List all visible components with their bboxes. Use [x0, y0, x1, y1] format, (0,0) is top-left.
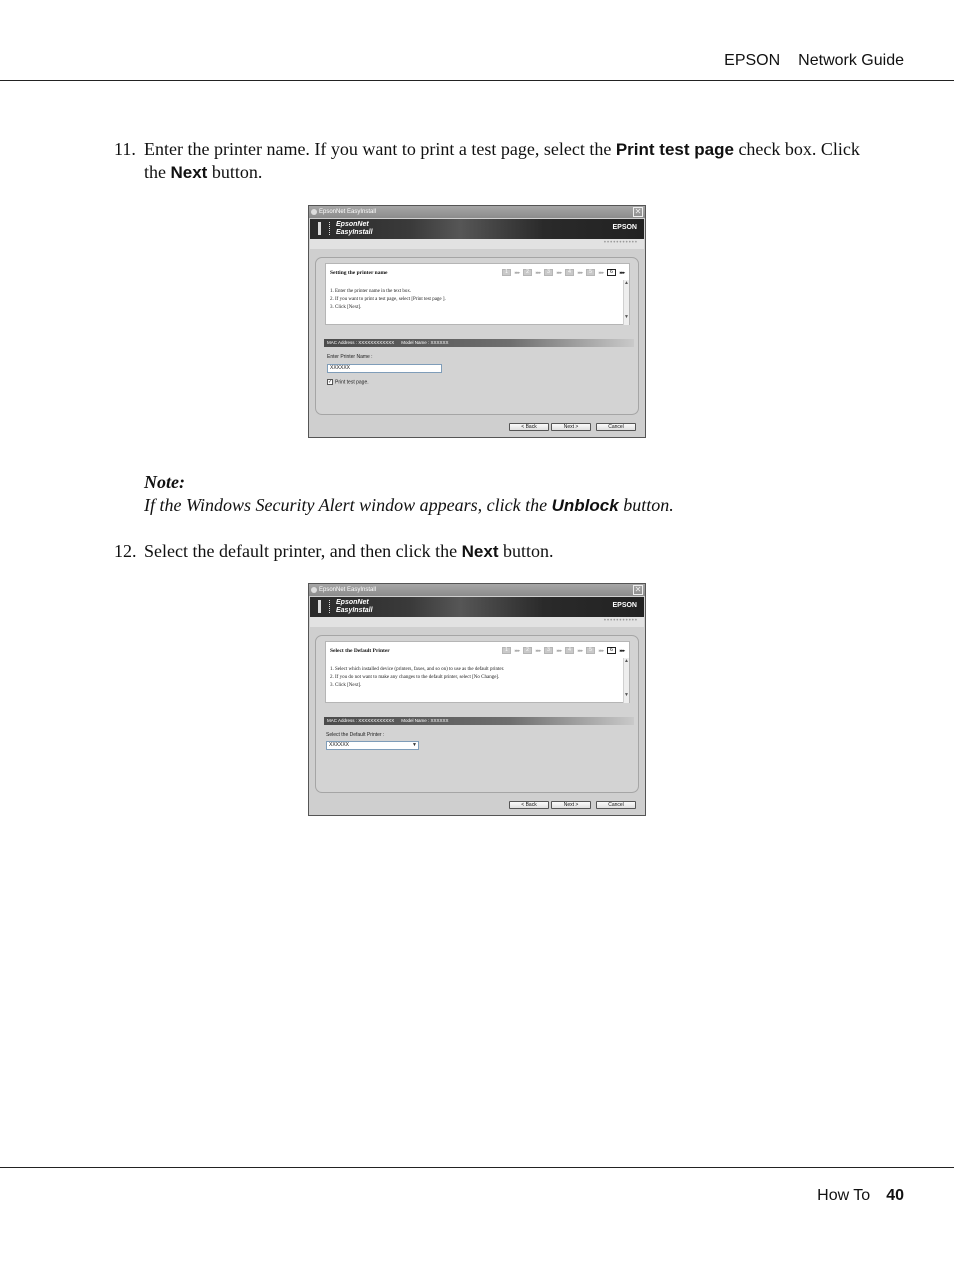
- running-footer: [817, 1187, 904, 1205]
- instruction-box: [325, 263, 630, 325]
- close-icon[interactable]: ✕: [634, 207, 642, 216]
- footer-rule: [0, 1167, 954, 1168]
- step-arrow-icon: ▸▸▸: [598, 269, 604, 276]
- window-title: EpsonNet EasyInstall: [319, 587, 377, 593]
- step-box: 2: [523, 647, 532, 654]
- instruction-line: 3. Click [Next].: [330, 305, 362, 310]
- step-arrow-icon: ▸▸▸: [577, 269, 583, 276]
- epsonnet-logo-icon: [318, 222, 330, 235]
- page-number: 40: [886, 1187, 904, 1204]
- banner-product: [336, 221, 373, 237]
- easyinstall-dialog-printer-name: [308, 205, 646, 438]
- print-test-page-label: Print test page: [615, 140, 734, 159]
- instruction-line: 1. Select which installed device (printers, faxes, and so on) to use as the default printer.: [330, 667, 505, 672]
- step-text-part: button.: [498, 541, 554, 561]
- window-title: EpsonNet EasyInstall: [319, 209, 377, 215]
- banner-line: EasyInstall: [336, 229, 373, 236]
- header-brand: EPSON: [724, 52, 781, 69]
- step-arrow-icon: ▸▸▸: [577, 647, 583, 654]
- step-box: 1: [502, 647, 511, 654]
- banner: [310, 219, 644, 239]
- step-arrow-icon: ▸▸▸: [619, 269, 625, 276]
- app-icon: [311, 587, 317, 593]
- banner-brand: EPSON: [612, 224, 637, 231]
- step-text: [144, 138, 874, 184]
- progress-dots: •••••••••••: [310, 239, 644, 249]
- button-row: [507, 801, 636, 809]
- device-info-bar: [324, 339, 634, 347]
- next-label: Next: [170, 163, 208, 182]
- progress-dots: •••••••••••: [310, 617, 644, 627]
- button-row: [507, 423, 636, 431]
- scrollbar[interactable]: [623, 280, 629, 325]
- running-header: [724, 52, 904, 70]
- content-panel: [315, 635, 639, 793]
- app-icon: [311, 209, 317, 215]
- printer-name-label: Enter Printer Name :: [327, 354, 373, 360]
- mac-address: MAC Address : XXXXXXXXXXXX: [327, 340, 395, 345]
- back-button[interactable]: < Back: [509, 801, 549, 809]
- step-text-part: Select the default printer, and then click the: [144, 541, 462, 561]
- print-test-page-checkbox[interactable]: [327, 379, 369, 386]
- cancel-button[interactable]: Cancel: [596, 801, 636, 809]
- unblock-label: Unblock: [551, 496, 619, 515]
- step-box: 3: [544, 269, 553, 276]
- next-button[interactable]: Next >: [551, 801, 591, 809]
- step-arrow-icon: ▸▸▸: [514, 647, 520, 654]
- step-12: [114, 540, 874, 563]
- instruction-line: 2. If you want to print a test page, select [Print test page ].: [330, 297, 446, 302]
- step-box-current: 6: [607, 269, 616, 276]
- note-label: Note:: [144, 472, 185, 492]
- note-text: button.: [618, 495, 674, 515]
- close-icon[interactable]: ✕: [634, 585, 642, 594]
- instruction-lines: [330, 288, 446, 312]
- scroll-down-icon[interactable]: ▼: [624, 692, 629, 698]
- step-text-part: Enter the printer name. If you want to print a test page, select the: [144, 139, 616, 159]
- step-number: 12.: [114, 541, 137, 561]
- banner-line: EasyInstall: [336, 607, 373, 614]
- instruction-line: 2. If you do not want to make any changes to the default printer, select [No Change].: [330, 675, 500, 680]
- step-arrow-icon: ▸▸▸: [598, 647, 604, 654]
- step-arrow-icon: ▸▸▸: [556, 269, 562, 276]
- title-bar: [309, 584, 645, 596]
- scrollbar[interactable]: [623, 658, 629, 703]
- step-number: 11.: [114, 139, 136, 159]
- step-arrow-icon: ▸▸▸: [619, 647, 625, 654]
- scroll-up-icon[interactable]: ▲: [624, 280, 629, 286]
- instruction-line: 3. Click [Next].: [330, 683, 362, 688]
- step-text-part: button.: [207, 162, 263, 182]
- selected-printer: XXXXXX: [329, 742, 350, 748]
- banner: [310, 597, 644, 617]
- step-text-part: check box. Click the: [144, 139, 860, 182]
- banner-line: EpsonNet: [336, 221, 369, 228]
- instruction-heading: Select the Default Printer: [330, 648, 390, 654]
- chevron-down-icon[interactable]: ▼: [412, 742, 417, 748]
- epsonnet-logo-icon: [318, 600, 330, 613]
- step-text: [144, 540, 874, 563]
- step-arrow-icon: ▸▸▸: [514, 269, 520, 276]
- back-button[interactable]: < Back: [509, 423, 549, 431]
- device-info-bar: [324, 717, 634, 725]
- checkbox-label: Print test page.: [335, 379, 369, 386]
- easyinstall-dialog-default-printer: [308, 583, 646, 816]
- note-text: If the Windows Security Alert window appears, click the: [144, 495, 552, 515]
- step-arrow-icon: ▸▸▸: [535, 269, 541, 276]
- default-printer-label: Select the Default Printer :: [326, 732, 385, 738]
- step-box: 4: [565, 269, 574, 276]
- step-11: [114, 138, 874, 184]
- printer-name-input[interactable]: XXXXXX: [327, 364, 442, 373]
- step-indicator: [502, 269, 628, 276]
- default-printer-select[interactable]: [326, 741, 419, 750]
- scroll-up-icon[interactable]: ▲: [624, 658, 629, 664]
- header-title: Network Guide: [798, 52, 904, 69]
- banner-brand: EPSON: [612, 602, 637, 609]
- step-box: 4: [565, 647, 574, 654]
- step-arrow-icon: ▸▸▸: [556, 647, 562, 654]
- model-name: Model Name : XXXXXX: [401, 340, 449, 345]
- model-name: Model Name : XXXXXX: [401, 718, 449, 723]
- step-box-current: 6: [607, 647, 616, 654]
- title-bar: [309, 206, 645, 218]
- scroll-down-icon[interactable]: ▼: [624, 314, 629, 320]
- step-indicator: [502, 647, 628, 654]
- footer-section: How To: [817, 1187, 871, 1204]
- step-box: 3: [544, 647, 553, 654]
- step-box: 5: [586, 269, 595, 276]
- instruction-box: [325, 641, 630, 703]
- cancel-button[interactable]: Cancel: [596, 423, 636, 431]
- content-panel: [315, 257, 639, 415]
- banner-line: EpsonNet: [336, 599, 369, 606]
- next-button[interactable]: Next >: [551, 423, 591, 431]
- banner-product: [336, 599, 373, 615]
- instruction-line: 1. Enter the printer name in the text box.: [330, 289, 412, 294]
- checkbox-check-icon[interactable]: ✓: [328, 379, 333, 385]
- next-label: Next: [461, 542, 499, 561]
- header-rule: [0, 80, 954, 81]
- instruction-lines: [330, 666, 504, 690]
- step-box: 1: [502, 269, 511, 276]
- step-box: 5: [586, 647, 595, 654]
- step-box: 2: [523, 269, 532, 276]
- note: [144, 471, 674, 517]
- instruction-heading: Setting the printer name: [330, 270, 388, 276]
- step-arrow-icon: ▸▸▸: [535, 647, 541, 654]
- mac-address: MAC Address : XXXXXXXXXXXX: [327, 718, 395, 723]
